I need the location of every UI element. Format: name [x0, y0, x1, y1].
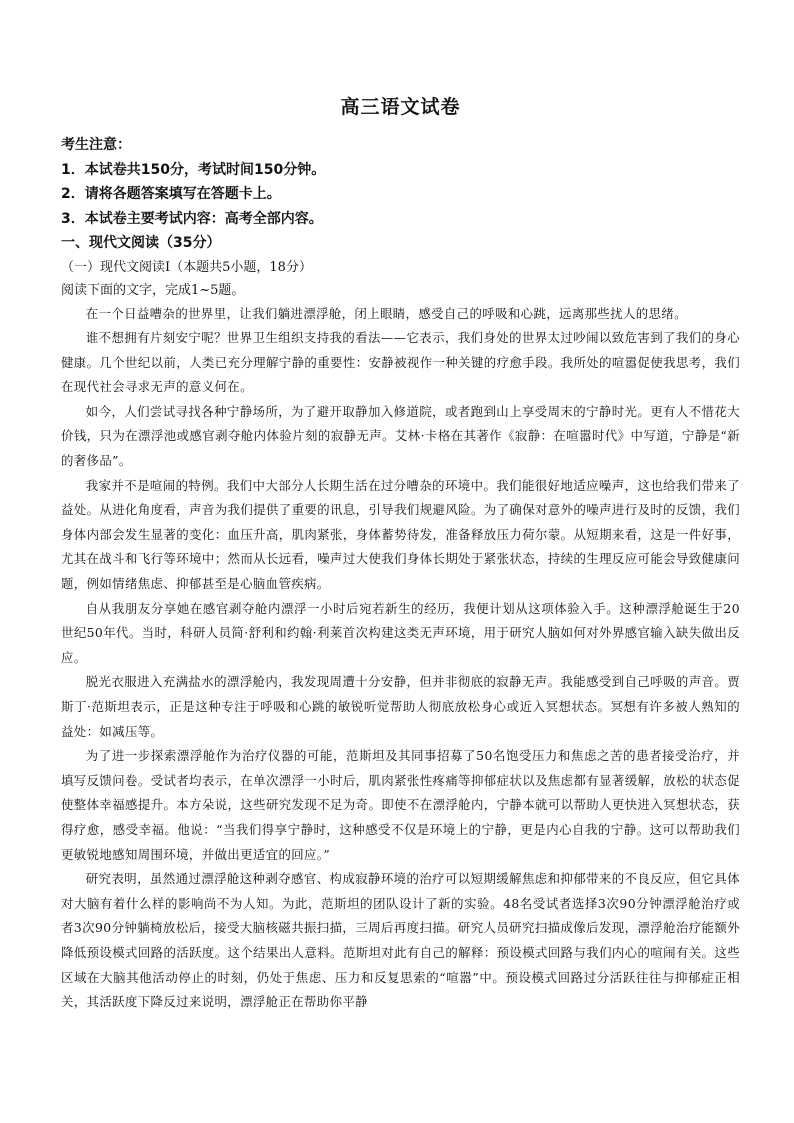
passage-paragraph: 如今，人们尝试寻找各种宁静场所，为了避开取静加入修道院，或者跑到山上享受周末的宁静时光。更有人不惜花大价钱，只为在漂浮池或感官剥夺舱内体验片刻的寂静无声。艾林·卡格在其著作《寂静：在喧嚣时代》中写道，宁静是“新的奢侈品”。	[61, 403, 740, 469]
reading-passage	[61, 302, 740, 1015]
passage-paragraph: 为了进一步探索漂浮舱作为治疗仪器的可能，范斯坦及其同事招募了50名饱受压力和焦虑之苦的患者接受治疗，并填写反馈问卷。受试者均表示，在单次漂浮一小时后，肌肉紧张性疼痛等抑郁症状以及焦虑都有显著缓解，放松的状态促使整体幸福感提升。本方朵说，这些研究发现不足为奇。即使不在漂浮舱内，宁静本就可以帮助人更快进入冥想状态，获得疗愈，感受幸福。他说：“当我们得享宁静时，这种感受不仅是环境上的宁静，更是内心自我的宁静。这可以帮助我们更敏锐地感知周围环境，并做出更适宜的回应。”	[61, 748, 740, 862]
passage-paragraph: 脱光衣服进入充满盐水的漂浮舱内，我发现周遭十分安静，但并非彻底的寂静无声。我能感受到自己呼吸的声音。贾斯丁·范斯坦表示，正是这种专注于呼吸和心跳的敏锐听觉帮助人彻底放松身心或近入冥想状态。冥想有许多被人熟知的益处：如减压等。	[61, 674, 740, 739]
section-heading: 一、现代文阅读（35分）	[61, 235, 221, 251]
reading-instruction: 阅读下面的文字，完成1~5题。	[61, 282, 245, 298]
candidate-notice	[61, 133, 740, 231]
notice-item: 1．本试卷共150分，考试时间150分钟。	[61, 161, 326, 178]
notice-item: 2．请将各题答案填写在答题卡上。	[61, 186, 281, 202]
passage-paragraph: 自从我朋友分享她在感官剥夺舱内漂浮一小时后宛若新生的经历，我便计划从这项体验入手。这种漂浮舱诞生于20世纪50年代。当时，科研人员简·舒利和约翰·利莱首次构建这类无声环境，用于研究人脑如何对外界感官输入缺失做出反应。	[61, 600, 740, 665]
notice-heading: 考生注意：	[61, 137, 131, 153]
notice-item: 3．本试卷主要考试内容：高考全部内容。	[61, 210, 323, 227]
subsection-heading: （一）现代文阅读Ⅰ（本题共5小题，18分）	[61, 259, 312, 275]
passage-paragraph: 研究表明，虽然通过漂浮舱这种剥夺感官、构成寂静环境的治疗可以短期缓解焦虑和抑郁带来的不良反应，但它具体对大脑有着什么样的影响尚不为人知。为此，范斯坦的团队设计了新的实验。48名受试者选择3次90分钟漂浮舱治疗或者3次90分钟躺椅放松后，接受大脑核磁共振扫描，三周后再度扫描。研究人员研究扫描成像后发现，漂浮舱治疗能额外降低预设模式回路的活跃度。这个结果出人意料。范斯坦对此有自己的解释：预设模式回路与我们内心的喧闹有关。这些区域在大脑其他活动停止的时刻，仍处于焦虑、压力和反复思索的“喧嚣”中。预设模式回路过分活跃往往与抑郁症正相关，其活跃度下降反过来说明，漂浮舱正在帮助你平静	[61, 871, 740, 1010]
page-title: 高三语文试卷	[340, 96, 461, 118]
passage-paragraph: 我家并不是喧闹的特例。我们中大部分人长期生活在过分嘈杂的环境中。我们能很好地适应噪声，这也给我们带来了益处。从进化角度看，声音为我们提供了重要的讯息，引导我们规避风险。为了确保对意外的噪声进行及时的反馈，我们身体内部会发生显著的变化：血压升高，肌肉紧张，身体蓄势待发，准备释放压力荷尔蒙。从短期来看，这是一件好事，尤其在战斗和飞行等环境中；然而从长远看，噪声过大使我们身体长期处于紧张状态，持续的生理反应可能会导致健康问题，例如情绪焦虑、抑郁甚至是心脑血管疾病。	[61, 477, 740, 592]
passage-paragraph: 在一个日益嘈杂的世界里，让我们躺进漂浮舱，闭上眼睛，感受自己的呼吸和心跳，远离那些扰人的思绪。	[85, 305, 687, 321]
passage-paragraph: 谁不想拥有片刻安宁呢？世界卫生组织支持我的看法——它表示，我们身处的世界太过吵闹以致危害到了我们的身心健康。几个世纪以前，人类已充分理解宁静的重要性：安静被视作一种关键的疗愈手段。我所处的喧嚣促使我思考，我们在现代社会寻求无声的意义何在。	[61, 330, 740, 395]
